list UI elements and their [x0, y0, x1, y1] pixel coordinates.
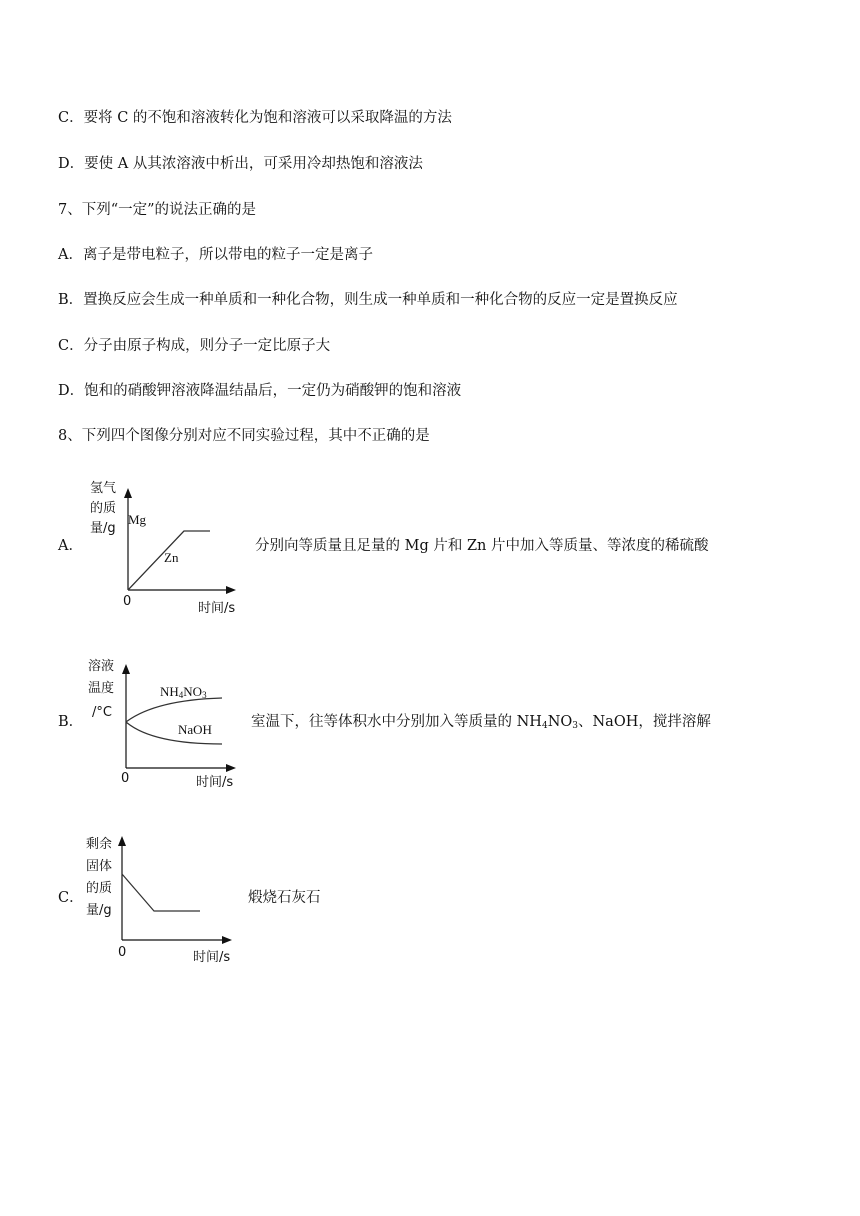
- q7-option-b: B．置换反应会生成一种单质和一种化合物，则生成一种单质和一种化合物的反应一定是置换反应: [58, 292, 678, 308]
- graph-c-x-arrow: [222, 936, 232, 944]
- graph-c-ylabel-4: 量/g: [86, 903, 112, 918]
- q6-option-c: C．要将 C 的不饱和溶液转化为饱和溶液可以采取降温的方法: [58, 110, 452, 126]
- graph-b-label-naoh: NaOH: [178, 722, 212, 737]
- graph-c-origin: 0: [118, 945, 127, 960]
- graph-b-origin: 0: [121, 771, 130, 786]
- graph-a-x-arrow: [226, 586, 236, 594]
- graph-b-x-arrow: [226, 764, 236, 772]
- graph-a-ylabel-2: 的质: [90, 501, 117, 516]
- graph-c-y-arrow: [118, 836, 126, 846]
- q8-option-b-desc: 室温下，往等体积水中分别加入等质量的 $NH_4NO_3$、NaOH，搅拌溶解: [251, 714, 711, 731]
- q8-graph-c: [80, 830, 250, 970]
- graph-a-ylabel-3: 量/g: [90, 521, 116, 536]
- q8-graph-a: [80, 478, 250, 618]
- graph-b-ylabel-2: 温度: [88, 681, 115, 696]
- graph-b-ylabel-1: 溶液: [88, 659, 115, 674]
- q8-graph-b: [80, 652, 250, 792]
- graph-b-curve-up: [126, 698, 222, 722]
- q7-stem: 7、下列“一定”的说法正确的是: [58, 202, 257, 218]
- q7-option-c: C．分子由原子构成，则分子一定比原子大: [58, 338, 331, 354]
- q8-option-a-desc: 分别向等质量且足量的 Mg 片和 Zn 片中加入等质量、等浓度的稀硫酸: [255, 538, 709, 554]
- q8-stem: 8、下列四个图像分别对应不同实验过程，其中不正确的是: [58, 428, 430, 444]
- q6-option-d: D．要使 A 从其浓溶液中析出，可采用冷却热饱和溶液法: [58, 156, 423, 172]
- graph-a-ylabel-1: 氢气: [90, 481, 117, 496]
- graph-c-ylabel-3: 的质: [86, 881, 113, 896]
- graph-c-line: [122, 874, 200, 911]
- q7-option-a: A．离子是带电粒子，所以带电的粒子一定是离子: [58, 247, 373, 263]
- graph-b-xlabel: 时间/s: [196, 775, 234, 790]
- q8-option-c-label: C．: [58, 890, 84, 906]
- q8-option-a-label: A．: [58, 538, 83, 554]
- graph-a-label-mg: Mg: [128, 512, 147, 527]
- graph-c-xlabel: 时间/s: [193, 950, 231, 965]
- graph-c-ylabel-1: 剩余: [86, 837, 113, 852]
- graph-c-ylabel-2: 固体: [86, 859, 113, 874]
- graph-a-label-zn: Zn: [164, 550, 179, 565]
- graph-a-origin: 0: [123, 594, 132, 609]
- graph-a-y-arrow: [124, 488, 132, 498]
- q8-option-b-label: B．: [58, 714, 84, 730]
- graph-b-ylabel-3: /°C: [92, 705, 112, 720]
- graph-b-label-nh4no3: NH4NO3: [160, 684, 207, 700]
- graph-b-y-arrow: [122, 664, 130, 674]
- q7-option-d: D．饱和的硝酸钾溶液降温结晶后，一定仍为硝酸钾的饱和溶液: [58, 383, 462, 399]
- graph-a-xlabel: 时间/s: [198, 601, 236, 616]
- q8-option-c-desc: 煅烧石灰石: [248, 890, 321, 906]
